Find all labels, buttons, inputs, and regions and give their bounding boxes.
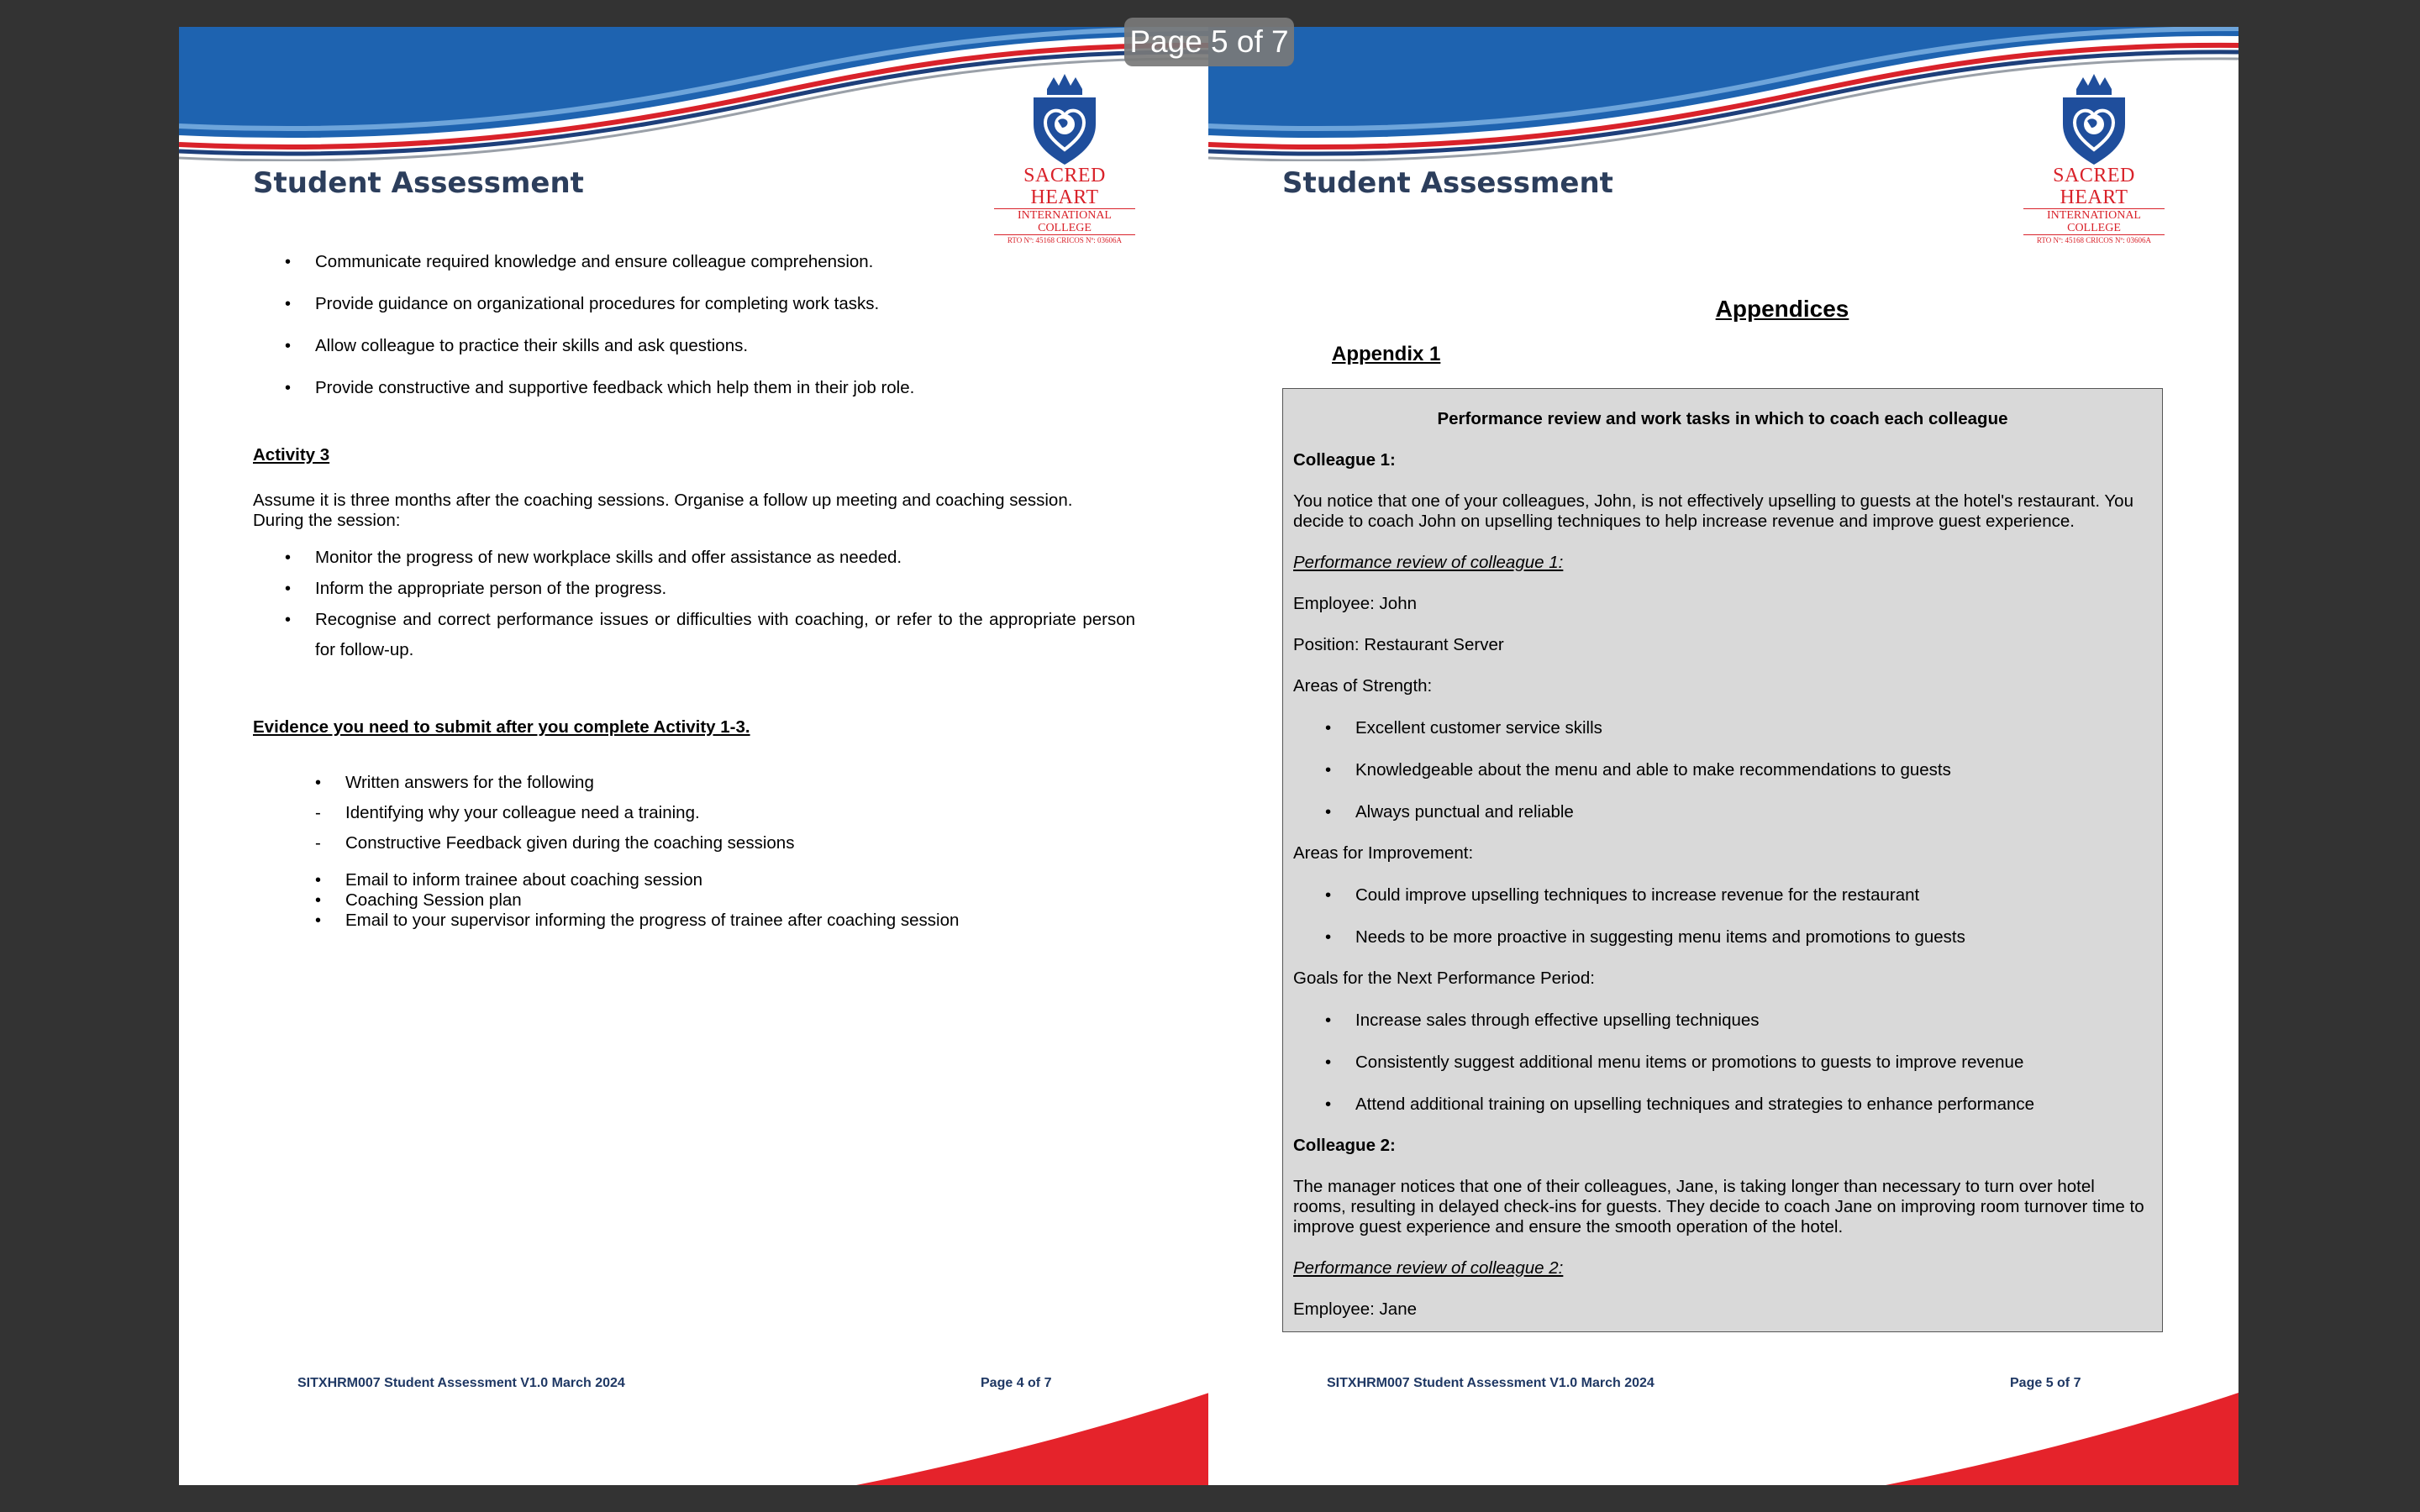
list-item: • Excellent customer service skills xyxy=(1293,718,2152,738)
list-item: • Knowledgeable about the menu and able to make recommendations to guests xyxy=(1293,760,2152,780)
logo-line-3: RTO Nº: 45168 CRICOS Nº: 03606A xyxy=(2036,236,2152,244)
list-item: • Recognise and correct performance issues or difficulties with coaching, or refer to the appropriate person for follow-up. xyxy=(253,605,1135,665)
review-1-heading: Performance review of colleague 1: xyxy=(1293,553,1564,572)
activity-3-intro xyxy=(253,491,1144,531)
appendices-heading: Appendices xyxy=(1715,296,1849,322)
list-item: • Communicate required knowledge and ensure colleague comprehension. xyxy=(253,252,1144,272)
list-item: • Coaching Session plan xyxy=(283,890,1123,911)
colleague-2-heading: Colleague 2: xyxy=(1293,1136,1396,1155)
logo-line-1: SACRED HEART xyxy=(2053,165,2135,208)
list-item: • Could improve upselling techniques to increase revenue for the restaurant xyxy=(1293,885,2152,906)
crest-icon xyxy=(2058,72,2130,166)
list-item: • Needs to be more proactive in suggesting menu items and promotions to guests xyxy=(1293,927,2152,948)
document-page-5 xyxy=(1208,27,2238,1485)
college-logo xyxy=(992,72,1137,244)
strengths-label: Areas of Strength: xyxy=(1293,676,1433,696)
footer-swoosh xyxy=(856,1393,1209,1485)
document-page-4 xyxy=(179,27,1209,1485)
logo-line-3: RTO Nº: 45168 CRICOS Nº: 03606A xyxy=(1007,236,1123,244)
list-item: • Email to inform trainee about coaching session xyxy=(283,870,1123,890)
footer-doc-id: SITXHRM007 Student Assessment V1.0 March 2024 xyxy=(1327,1376,1655,1390)
page-indicator-badge: Page 5 of 7 xyxy=(1124,18,1294,66)
colleague-1-description: You notice that one of your colleagues, John, is not effectively upselling to guests at the hotel's restaurant. You decide to coach John on upselling techniques to help increase revenue and improve guest experience. xyxy=(1293,491,2133,531)
list-item: • Consistently suggest additional menu items or promotions to guests to improve revenue xyxy=(1293,1053,2152,1073)
evidence-list xyxy=(283,773,1123,931)
improvement-label: Areas for Improvement: xyxy=(1293,843,1474,863)
evidence-heading: Evidence you need to submit after you complete Activity 1-3. xyxy=(253,717,750,737)
logo-line-1: SACRED HEART xyxy=(1023,165,1106,208)
employee-2: Employee: Jane xyxy=(1293,1299,1418,1319)
list-item: • Written answers for the following xyxy=(283,773,1123,793)
list-item: • Provide constructive and supportive feedback which help them in their job role. xyxy=(253,378,1144,398)
colleague-2-description: The manager notices that one of their colleagues, Jane, is taking longer than necessary to turn over hotel rooms, resulting in delayed check-ins for guests. They decide to coach Jane on improving room turnover time to improve guest experience and ensure the smooth operation of the hotel. xyxy=(1293,1177,2144,1236)
logo-line-2: INTERNATIONAL COLLEGE xyxy=(2023,208,2165,235)
college-logo xyxy=(2022,72,2166,244)
employee-1: Employee: John xyxy=(1293,594,1418,613)
activity-3-line-1: Assume it is three months after the coaching sessions. Organise a follow up meeting and coaching session. xyxy=(253,491,1073,510)
box-title: Performance review and work tasks in which to coach each colleague xyxy=(1437,409,2008,428)
activity-3-line-2: During the session: xyxy=(253,511,401,530)
sub-list-item: - Constructive Feedback given during the coaching sessions xyxy=(283,833,1123,853)
sub-list-item: - Identifying why your colleague need a training. xyxy=(283,803,1123,823)
page-title: Student Assessment xyxy=(253,166,584,200)
footer-swoosh xyxy=(1886,1393,2238,1485)
list-item: • Always punctual and reliable xyxy=(1293,802,2152,822)
page-title: Student Assessment xyxy=(1282,166,1613,200)
goals-label: Goals for the Next Performance Period: xyxy=(1293,969,1595,988)
coaching-bullets xyxy=(253,252,1144,420)
list-item: • Inform the appropriate person of the progress. xyxy=(253,579,1135,599)
list-item: • Allow colleague to practice their skills and ask questions. xyxy=(253,336,1144,356)
list-item: • Attend additional training on upselling techniques and strategies to enhance performance xyxy=(1293,1095,2152,1115)
list-item: • Increase sales through effective upselling techniques xyxy=(1293,1011,2152,1031)
footer-page-number: Page 5 of 7 xyxy=(2010,1376,2081,1390)
footer-doc-id: SITXHRM007 Student Assessment V1.0 March 2024 xyxy=(297,1376,625,1390)
footer-page-number: Page 4 of 7 xyxy=(981,1376,1052,1390)
list-item: • Email to your supervisor informing the progress of trainee after coaching session xyxy=(283,911,1123,931)
crest-icon xyxy=(1028,72,1101,166)
position-1: Position: Restaurant Server xyxy=(1293,635,1504,654)
performance-review-box xyxy=(1282,388,2163,1332)
list-item: • Monitor the progress of new workplace skills and offer assistance as needed. xyxy=(253,548,1135,568)
appendix-1-heading: Appendix 1 xyxy=(1332,343,1441,365)
list-item: • Provide guidance on organizational procedures for completing work tasks. xyxy=(253,294,1144,314)
activity-3-heading: Activity 3 xyxy=(253,445,330,465)
activity-3-bullets xyxy=(253,548,1135,676)
review-2-heading: Performance review of colleague 2: xyxy=(1293,1258,1564,1278)
colleague-1-heading: Colleague 1: xyxy=(1293,450,1396,470)
logo-line-2: INTERNATIONAL COLLEGE xyxy=(994,208,1135,235)
